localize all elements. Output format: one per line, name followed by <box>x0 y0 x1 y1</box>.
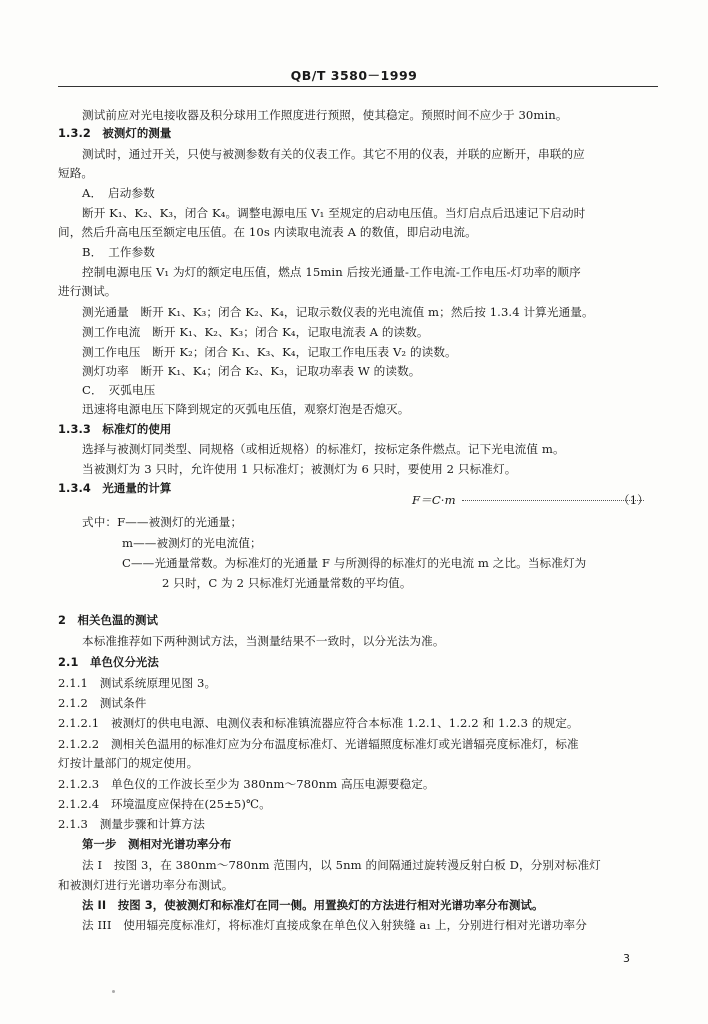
text-line: C． 灭弧电压 <box>82 383 156 397</box>
text-line: 法 II 按图 3，使被测灯和标准灯在同一侧。用置换灯的方法进行相对光谱功率分布测试。 <box>82 898 544 912</box>
formula-leader-dots <box>462 500 644 501</box>
text-line: 本标准推荐如下两种测试方法，当测量结果不一致时，以分光法为准。 <box>82 634 445 648</box>
step-heading: 第一步 测相对光谱功率分布 <box>82 837 232 851</box>
text-line: 2.1.2.4 环境温度应保持在(25±5)℃。 <box>58 797 271 811</box>
text-line: 2.1.2 测试条件 <box>58 696 147 710</box>
text-line: 2.1.3 测量步骤和计算方法 <box>58 817 205 831</box>
text-line: 迅速将电源电压下降到规定的灭弧电压值，观察灯泡是否熄灭。 <box>82 402 410 416</box>
section-heading: 2 相关色温的测试 <box>58 613 158 627</box>
text-line: 测工作电压 断开 K₂；闭合 K₁、K₃、K₄，记取工作电压表 V₂ 的读数。 <box>82 345 457 359</box>
text-line: 当被测灯为 3 只时，允许使用 1 只标准灯；被测灯为 6 只时，要使用 2 只标准灯。 <box>82 462 517 476</box>
text-line: 2.1.2.2 测相关色温用的标准灯应为分布温度标准灯、光谱辐照度标准灯或光谱辐亮度标准灯，标准 <box>58 737 579 751</box>
text-line: 测工作电流 断开 K₁、K₂、K₃；闭合 K₄，记取电流表 A 的读数。 <box>82 325 429 339</box>
text-line: 2 只时，C 为 2 只标准灯光通量常数的平均值。 <box>162 576 412 590</box>
section-heading: 1.3.4 光通量的计算 <box>58 481 172 495</box>
formula: F＝C·m <box>412 493 456 507</box>
section-heading: 1.3.3 标准灯的使用 <box>58 422 172 436</box>
text-line: C——光通量常数。为标准灯的光通量 F 与所测得的标准灯的光电流 m 之比。当标准灯为 <box>122 556 587 570</box>
text-line: 测试前应对光电接收器及积分球用工作照度进行预照，使其稳定。预照时间不应少于 30min。 <box>82 108 568 122</box>
text-line: A． 启动参数 <box>82 186 155 200</box>
document-header: QB/T 3580－1999 <box>290 68 418 83</box>
text-line: 法 III 使用辐亮度标准灯，将标准灯直接成象在单色仪入射狭缝 a₁ 上，分别进行相对光谱功率分 <box>82 918 587 932</box>
text-line: 2.1.2.3 单色仪的工作波长至少为 380nm～780nm 高压电源要稳定。 <box>58 777 435 791</box>
text-line: 灯按计量部门的规定使用。 <box>58 756 199 770</box>
text-line: B． 工作参数 <box>82 245 155 259</box>
text-line: m——被测灯的光电流值； <box>122 536 262 550</box>
text-line: 短路。 <box>58 166 94 180</box>
text-line: 控制电源电压 V₁ 为灯的额定电压值，燃点 15min 后按光通量-工作电流-工作电压-灯功率的顺序 <box>82 265 581 279</box>
text-line: 测灯功率 断开 K₁、K₄；闭合 K₂、K₃，记取功率表 W 的读数。 <box>82 364 421 378</box>
text-line: 断开 K₁、K₂、K₃，闭合 K₄。调整电源电压 V₁ 至规定的启动电压值。当灯启点后迅速记下启动时 <box>82 206 586 220</box>
text-line: 选择与被测灯同类型、同规格（或相近规格）的标准灯，按标定条件燃点。记下光电流值 m。 <box>82 442 565 456</box>
section-heading: 1.3.2 被测灯的测量 <box>58 126 172 140</box>
text-line: 进行测试。 <box>58 284 117 298</box>
text-line: 间，然后升高电压至额定电压值。在 10s 内读取电流表 A 的数值，即启动电流。 <box>58 225 477 239</box>
text-line: 2.1.2.1 被测灯的供电电源、电测仪表和标准镇流器应符合本标准 1.2.1、1.2.2 和 1.2.3 的规定。 <box>58 716 579 730</box>
scan-speck <box>112 990 115 993</box>
text-line: 测光通量 断开 K₁、K₃；闭合 K₂、K₄，记取示数仪表的光电流值 m；然后按 1.3.4 计算光通量。 <box>82 305 594 319</box>
text-line: 2.1.1 测试系统原理见图 3。 <box>58 676 217 690</box>
text-line: 式中：F——被测灯的光通量； <box>82 515 243 529</box>
text-line: 测试时，通过开关，只使与被测参数有关的仪表工作。其它不用的仪表，并联的应断开，串联的应 <box>82 147 585 161</box>
text-line: 和被测灯进行光谱功率分布测试。 <box>58 878 234 892</box>
header-rule <box>58 86 658 87</box>
section-heading: 2.1 单色仪分光法 <box>58 655 159 669</box>
formula-number: （1） <box>618 493 649 507</box>
text-line: 法 I 按图 3，在 380nm～780nm 范围内，以 5nm 的间隔通过旋转漫反射白板 D，分别对标准灯 <box>82 858 601 872</box>
page-number: 3 <box>623 952 630 965</box>
